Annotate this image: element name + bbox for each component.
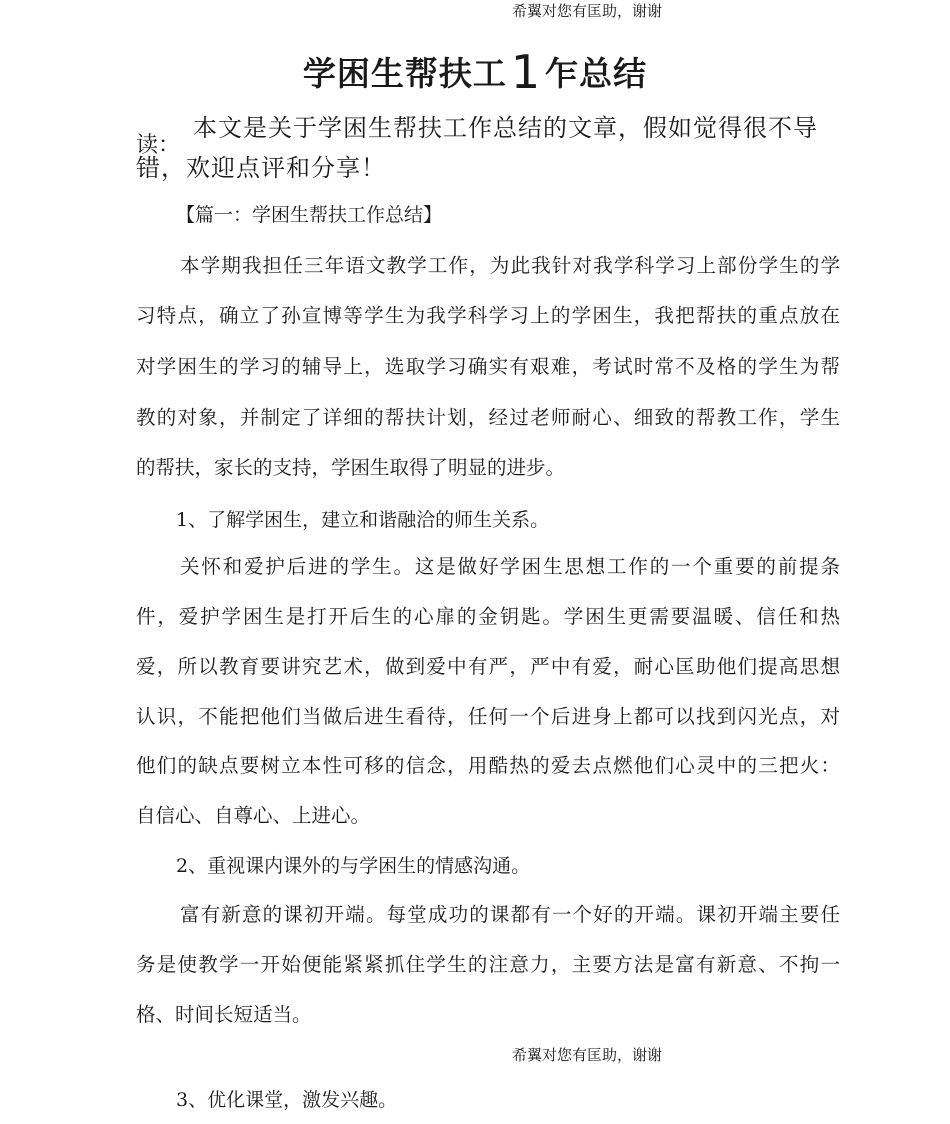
- title-numeral: 1: [510, 45, 542, 99]
- paragraph-line: 爱，所以教育要讲究艺术，做到爱中有严，严中有爱，耐心匡助他们提高思想: [136, 655, 840, 678]
- paragraph-line: 格、时间长短适当。: [136, 1003, 312, 1026]
- paragraph-line: 富有新意的课初开端。每堂成功的课都有一个好的开端。课初开端主要任: [180, 903, 840, 926]
- paragraph-line: 的帮扶，家长的支持，学困生取得了明显的进步。: [136, 456, 566, 479]
- paragraph-line: 认识，不能把他们当做后进生看待，任何一个后进身上都可以找到闪光点，对: [136, 705, 840, 728]
- intro-line-1: 本文是关于学困生帮扶工作总结的文章，假如觉得很不导: [193, 114, 818, 142]
- title-part-1: 学困生帮扶工: [302, 54, 507, 93]
- title-part-2: 乍总结: [545, 54, 648, 93]
- section-title: 【篇一：学困生帮扶工作总结】: [176, 204, 443, 226]
- paragraph-line: 习特点，确立了孙宣博等学生为我学科学习上的学困生，我把帮扶的重点放在: [136, 304, 840, 327]
- heading-2: 2、重视课内课外的与学困生的情感沟通。: [176, 855, 531, 877]
- paragraph-line: 教的对象，并制定了详细的帮扶计划，经过老师耐心、细致的帮教工作，学生: [136, 406, 840, 429]
- header-note: 希翼对您有匡助，谢谢: [512, 2, 663, 20]
- intro-label: 读：: [136, 133, 181, 158]
- paragraph-line: 自信心、自尊心、上进心。: [136, 804, 371, 827]
- footer-note: 希翼对您有匡助，谢谢: [512, 1046, 663, 1064]
- paragraph-line: 他们的缺点要树立本性可移的信念，用酷热的爱去点燃他们心灵中的三把火：: [136, 754, 840, 777]
- paragraph-line: 对学困生的学习的辅导上，选取学习确实有艰难，考试时常不及格的学生为帮: [136, 355, 840, 378]
- document-title: [0, 47, 950, 99]
- paragraph-line: 本学期我担任三年语文教学工作，为此我针对我学科学习上部份学生的学: [180, 254, 840, 277]
- heading-3: 3、优化课堂，激发兴趣。: [176, 1089, 398, 1111]
- paragraph-line: 关怀和爱护后进的学生。这是做好学困生思想工作的一个重要的前提条: [180, 555, 840, 578]
- intro-line-2: 错，欢迎点评和分享！: [136, 154, 386, 182]
- paragraph-line: 务是使教学一开始便能紧紧抓住学生的注意力，主要方法是富有新意、不拘一: [136, 953, 840, 976]
- paragraph-line: 件，爱护学困生是打开后生的心扉的金钥匙。学困生更需要温暖、信任和热: [136, 605, 840, 628]
- heading-1: 1、了解学困生，建立和谐融洽的师生关系。: [176, 509, 550, 531]
